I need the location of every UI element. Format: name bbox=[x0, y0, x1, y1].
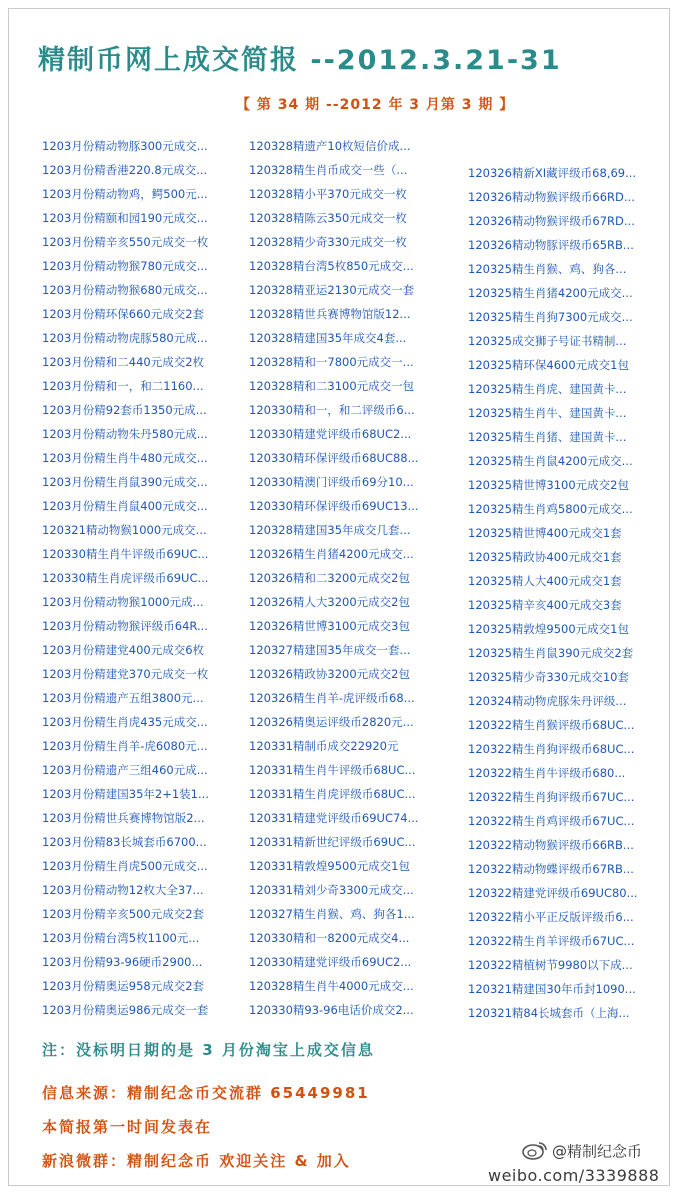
deal-item: 120330精环保评级币68UC88... bbox=[249, 451, 419, 465]
source-label: 信息来源： bbox=[42, 1084, 128, 1102]
deal-item: 120322精生肖牛评级币680... bbox=[468, 766, 626, 780]
deal-item: 1203月份精92套币1350元成... bbox=[42, 403, 207, 417]
deal-item: 120330精和一，和二评级币6... bbox=[249, 403, 415, 417]
deal-item: 120328精台湾5枚850元成交... bbox=[249, 259, 414, 273]
deal-item: 120325精敦煌9500元成交1包 bbox=[468, 622, 629, 636]
weibo-watermark bbox=[522, 1140, 642, 1164]
deal-item: 120331精生肖虎评级币68UC... bbox=[249, 787, 416, 801]
deal-item: 120328精生肖牛4000元成交... bbox=[249, 979, 414, 993]
deal-item: 1203月份精动物猴评级币64R... bbox=[42, 619, 208, 633]
page-title: 精制币网上成交简报 --2012.3.21-31 bbox=[38, 45, 562, 76]
deal-item: 120326精动物猴评级币67RD... bbox=[468, 214, 635, 228]
deal-item: 1203月份精遗产三组460元成... bbox=[42, 763, 208, 777]
source-line bbox=[42, 1082, 370, 1103]
deal-item: 120331精刘少奇3300元成交... bbox=[249, 883, 414, 897]
deal-item: 120325精人大400元成交1套 bbox=[468, 574, 622, 588]
deal-item: 120326精人大3200元成交2包 bbox=[249, 595, 410, 609]
deal-item: 120328精亚运2130元成交一套 bbox=[249, 283, 415, 297]
weibo-group-line bbox=[42, 1150, 351, 1171]
deal-item: 1203月份精83长城套币6700... bbox=[42, 835, 207, 849]
deal-item: 120322精生肖羊评级币67UC... bbox=[468, 934, 635, 948]
deal-item: 120331精制币成交22920元 bbox=[249, 739, 399, 753]
deal-item: 1203月份精建党370元成交一枚 bbox=[42, 667, 209, 681]
deal-item: 120326精和二3200元成交2包 bbox=[249, 571, 410, 585]
deal-item: 120330精澳门评级币69分10... bbox=[249, 475, 414, 489]
deal-item: 120325精辛亥400元成交3套 bbox=[468, 598, 622, 612]
deal-item: 1203月份精动物虎豚580元成... bbox=[42, 331, 208, 345]
deal-item: 120325精世博400元成交1套 bbox=[468, 526, 622, 540]
deal-item: 1203月份精辛亥550元成交一枚 bbox=[42, 235, 209, 249]
deal-item: 120326精动物猴评级币66RD... bbox=[468, 190, 635, 204]
deal-item: 1203月份精生肖虎500元成交... bbox=[42, 859, 208, 873]
weibo-group-value: 精制纪念币 欢迎关注 & 加入 bbox=[127, 1152, 351, 1170]
deal-item: 120330精环保评级币69UC13... bbox=[249, 499, 419, 513]
deal-item: 120325精生肖牛、建国黄卡... bbox=[468, 406, 627, 420]
deal-item: 120330精93-96电话价成交2... bbox=[249, 1003, 414, 1017]
deal-item: 120324精动物虎豚朱丹评级... bbox=[468, 694, 627, 708]
deal-item: 120325精少奇330元成交10套 bbox=[468, 670, 629, 684]
deal-item: 120325精生肖鼠390元成交2套 bbox=[468, 646, 634, 660]
weibo-logo-icon bbox=[522, 1140, 548, 1164]
deal-item: 120322精建党评级币69UC80... bbox=[468, 886, 638, 900]
deal-item: 120328精建国35年成交几套... bbox=[249, 523, 411, 537]
deal-item: 1203月份精遗产五组3800元... bbox=[42, 691, 204, 705]
publish-line bbox=[42, 1116, 212, 1137]
deal-item: 120330精生肖牛评级币69UC... bbox=[42, 547, 209, 561]
deal-item: 120328精世兵赛博物馆版12... bbox=[249, 307, 411, 321]
deal-item: 1203月份精和一，和二1160... bbox=[42, 379, 204, 393]
deal-item: 120327精建国35年成交一套... bbox=[249, 643, 411, 657]
deal-item: 120330精建党评级币68UC2... bbox=[249, 427, 412, 441]
deal-item: 120327精生肖猴、鸡、狗各1... bbox=[249, 907, 415, 921]
deal-item: 120325精环保4600元成交1包 bbox=[468, 358, 629, 372]
deal-item: 120325精生肖鸡5800元成交... bbox=[468, 502, 633, 516]
deal-item: 1203月份精93-96硬币2900... bbox=[42, 955, 203, 969]
deal-item: 120326精奥运评级币2820元... bbox=[249, 715, 414, 729]
deal-item: 120328精遗产10枚短信价成... bbox=[249, 139, 411, 153]
deal-item: 120322精小平正反版评级币6... bbox=[468, 910, 634, 924]
deal-item: 120325精政协400元成交1套 bbox=[468, 550, 622, 564]
deal-item: 1203月份精奥运986元成交一套 bbox=[42, 1003, 209, 1017]
deal-item: 120328精生肖币成交一些（... bbox=[249, 163, 408, 177]
deal-item: 1203月份精动物猴780元成交... bbox=[42, 259, 208, 273]
deal-item: 120328精少奇330元成交一枚 bbox=[249, 235, 407, 249]
deal-item: 1203月份精动物朱丹580元成... bbox=[42, 427, 208, 441]
deal-item: 120325成交狮子号证书精制... bbox=[468, 334, 627, 348]
deal-item: 120322精生肖狗评级币68UC... bbox=[468, 742, 635, 756]
deal-item: 120328精陈云350元成交一枚 bbox=[249, 211, 407, 225]
deal-item: 120322精动物猴评级币66RB... bbox=[468, 838, 634, 852]
deal-item: 120326精世博3100元成交3包 bbox=[249, 619, 410, 633]
deals-column-2 bbox=[249, 134, 454, 1022]
deal-item: 1203月份精生肖鼠400元成交... bbox=[42, 499, 208, 513]
deal-item: 120321精建国30年币封1090... bbox=[468, 982, 636, 996]
weibo-group-label: 新浪微群： bbox=[42, 1152, 128, 1170]
weibo-url: weibo.com/3339888 bbox=[488, 1166, 660, 1185]
deal-item: 1203月份精颐和园190元成交... bbox=[42, 211, 208, 225]
deal-item: 1203月份精生肖羊-虎6080元... bbox=[42, 739, 208, 753]
deal-item: 120326精动物豚评级币65RB... bbox=[468, 238, 634, 252]
deal-item: 1203月份精生肖牛480元成交... bbox=[42, 451, 208, 465]
deal-item: 120325精生肖鼠4200元成交... bbox=[468, 454, 633, 468]
deal-item: 120322精生肖鸡评级币67UC... bbox=[468, 814, 635, 828]
weibo-handle: @精制纪念币 bbox=[552, 1142, 643, 1161]
deal-item: 1203月份精动物12枚大全37... bbox=[42, 883, 204, 897]
deal-item: 120326精生肖羊-虎评级币68... bbox=[249, 691, 415, 705]
deal-item: 1203月份精建党400元成交6枚 bbox=[42, 643, 205, 657]
deal-item: 120322精植树节9980以下成... bbox=[468, 958, 633, 972]
deal-item: 1203月份精动物豚300元成交... bbox=[42, 139, 208, 153]
deal-item: 120326精政协3200元成交2包 bbox=[249, 667, 410, 681]
deal-item: 120322精生肖猴评级币68UC... bbox=[468, 718, 635, 732]
deal-item: 120321精动物猴1000元成交... bbox=[42, 523, 207, 537]
deal-item: 1203月份精动物猴1000元成... bbox=[42, 595, 204, 609]
deals-column-1 bbox=[42, 134, 242, 1022]
deal-item: 120326精生肖猪4200元成交... bbox=[249, 547, 414, 561]
deal-item: 120328精建国35年成交4套... bbox=[249, 331, 407, 345]
deal-item: 1203月份精和二440元成交2枚 bbox=[42, 355, 205, 369]
deal-item: 1203月份精奥运958元成交2套 bbox=[42, 979, 205, 993]
deal-item: 120331精建党评级币69UC74... bbox=[249, 811, 419, 825]
deal-item: 120325精生肖狗7300元成交... bbox=[468, 310, 633, 324]
footnote: 注：没标明日期的是 3 月份淘宝上成交信息 bbox=[42, 1041, 375, 1059]
deal-item: 120325精生肖猪4200元成交... bbox=[468, 286, 633, 300]
deal-item: 120328精小平370元成交一枚 bbox=[249, 187, 407, 201]
deal-item: 1203月份精生肖虎435元成交... bbox=[42, 715, 208, 729]
deal-item: 1203月份精世兵赛博物馆版2... bbox=[42, 811, 205, 825]
deal-item: 120330精生肖虎评级币69UC... bbox=[42, 571, 209, 585]
deal-item: 120330精建党评级币69UC2... bbox=[249, 955, 412, 969]
deal-item: 1203月份精建国35年2+1装1... bbox=[42, 787, 209, 801]
deal-item: 120331精新世纪评级币69UC... bbox=[249, 835, 416, 849]
deal-item: 120328精和一7800元成交一... bbox=[249, 355, 414, 369]
deal-item: 120325精世博3100元成交2包 bbox=[468, 478, 629, 492]
publish-text: 本简报第一时间发表在 bbox=[42, 1118, 213, 1136]
deal-item: 120326精新XI藏评级币68,69... bbox=[468, 166, 637, 180]
deal-item: 120325精生肖猪、建国黄卡... bbox=[468, 430, 627, 444]
deal-item: 120322精生肖狗评级币67UC... bbox=[468, 790, 635, 804]
deal-item: 120328精和二3100元成交一包 bbox=[249, 379, 415, 393]
source-value: 精制纪念币交流群 65449981 bbox=[127, 1084, 370, 1102]
deal-item: 1203月份精生肖鼠390元成交... bbox=[42, 475, 208, 489]
deal-item: 120321精84长城套币（上海... bbox=[468, 1006, 630, 1020]
deal-item: 1203月份精辛亥500元成交2套 bbox=[42, 907, 205, 921]
issue-number: 【 第 34 期 --2012 年 3 月第 3 期 】 bbox=[236, 97, 515, 113]
deal-item: 1203月份精环保660元成交2套 bbox=[42, 307, 205, 321]
deal-item: 1203月份精动物猴680元成交... bbox=[42, 283, 208, 297]
deal-item: 120330精和一8200元成交4... bbox=[249, 931, 410, 945]
deal-item: 1203月份精香港220.8元成交... bbox=[42, 163, 208, 177]
deal-item: 1203月份精台湾5枚1100元... bbox=[42, 931, 200, 945]
deals-column-3 bbox=[468, 161, 668, 1025]
deal-item: 1203月份精动物鸡，鳄500元... bbox=[42, 187, 208, 201]
deal-item: 120331精敦煌9500元成交1包 bbox=[249, 859, 410, 873]
deal-item: 120325精生肖猴、鸡、狗各... bbox=[468, 262, 627, 276]
deal-item: 120325精生肖虎、建国黄卡... bbox=[468, 382, 627, 396]
deal-item: 120331精生肖牛评级币68UC... bbox=[249, 763, 416, 777]
deal-item: 120322精动物蝶评级币67RB... bbox=[468, 862, 634, 876]
